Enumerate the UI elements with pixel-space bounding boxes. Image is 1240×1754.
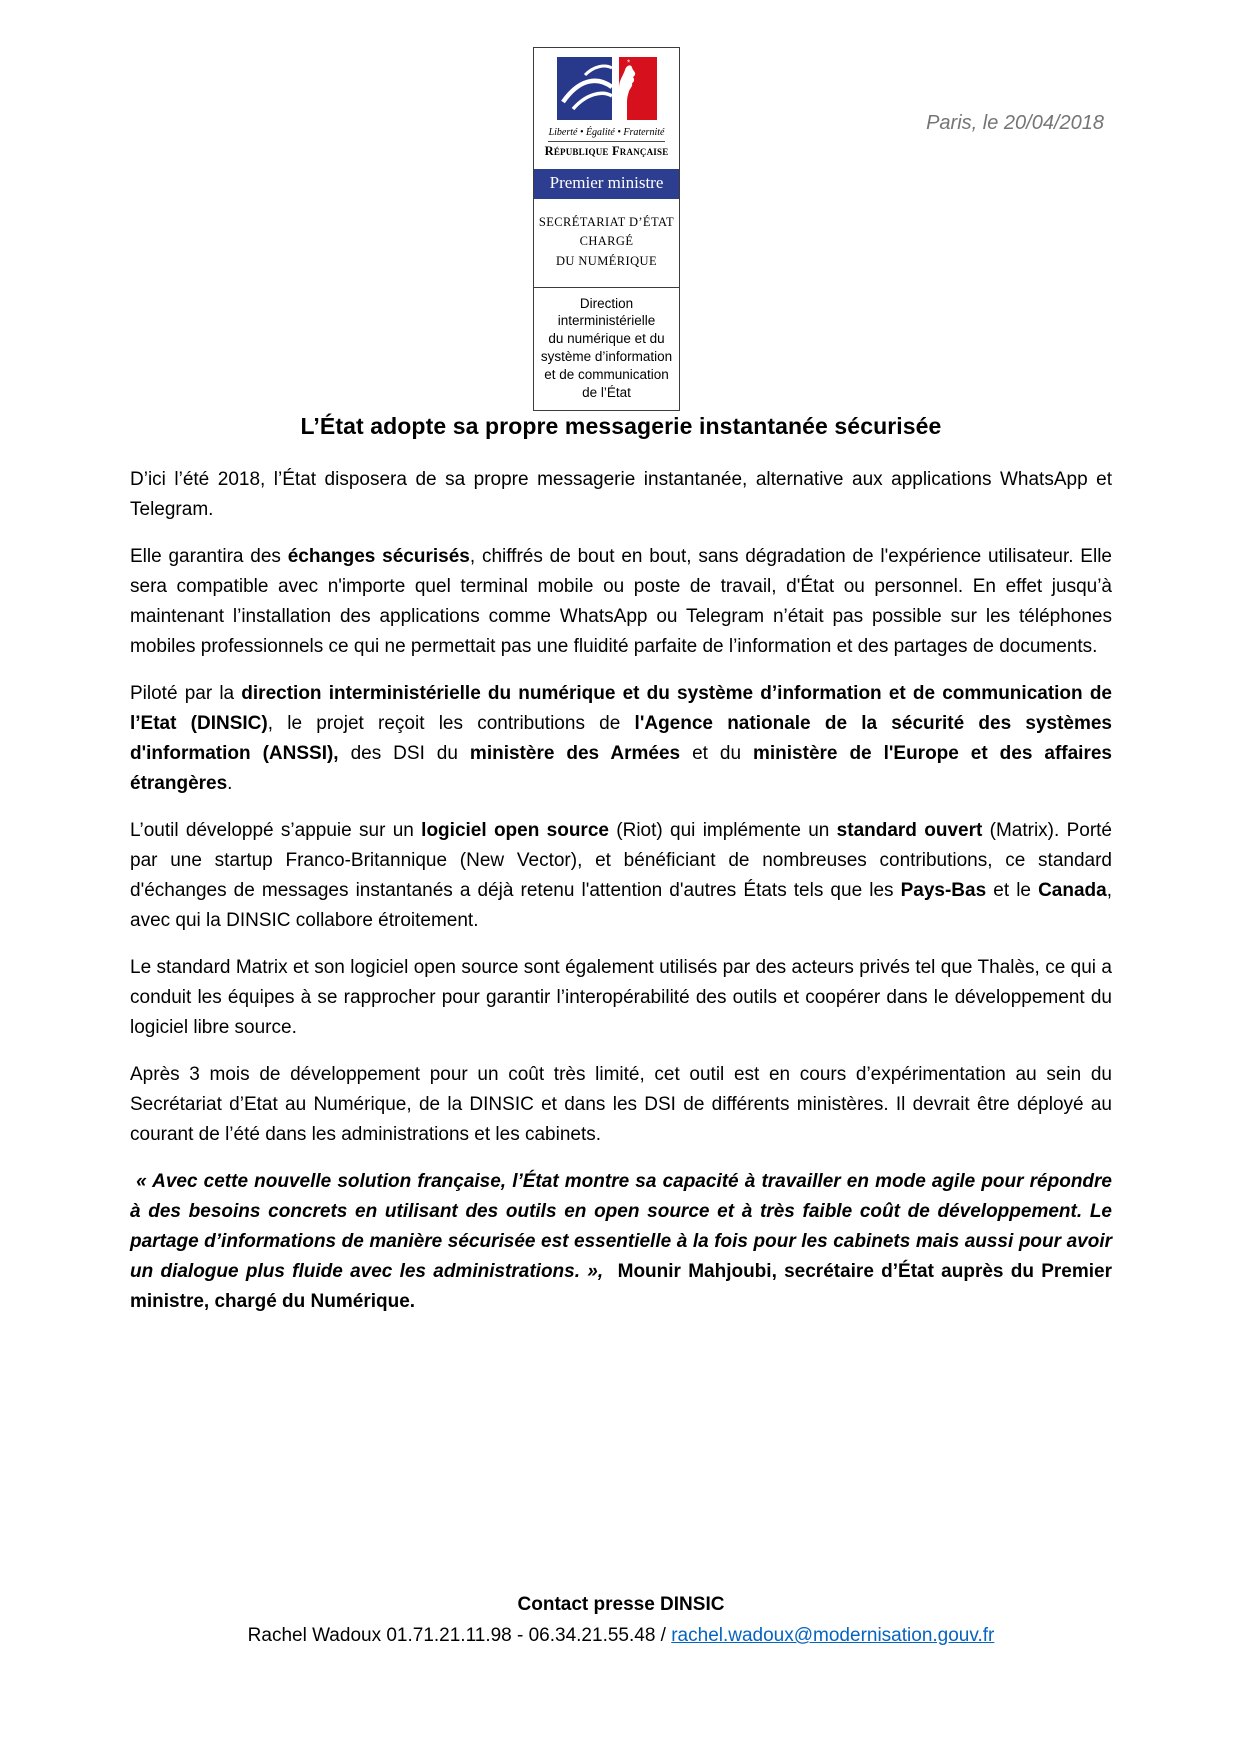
contact-title: Contact presse DINSIC bbox=[517, 1594, 725, 1615]
paragraph bbox=[130, 1060, 1112, 1150]
document-title: L’État adopte sa propre messagerie instantanée sécurisée bbox=[300, 413, 942, 440]
text-run: Pays-Bas bbox=[900, 880, 987, 901]
paragraph bbox=[130, 465, 1112, 525]
republique-francaise-label: République Française bbox=[544, 144, 669, 158]
logo-text-line: Direction bbox=[579, 295, 634, 311]
text-run: Mounir Mahjoubi, secrétaire d’État auprès du Premier ministre, chargé du Numérique. bbox=[130, 1261, 1112, 1312]
text-run: , chiffrés de bout en bout, sans dégradation de l'expérience utilisateur. Elle sera compatible avec n'importe quel terminal mobile ou poste de travail, d'État ou personnel. En effet jusqu’à maintenant l’installation des applications comme WhatsApp ou Telegram n’était pas possible sur les téléphones mobiles professionnels ce qui ne permettait pas une fluidité parfaite de l’information et des partages de documents. bbox=[130, 546, 1112, 657]
text-run: D’ici l’été 2018, l’État disposera de sa propre messagerie instantanée, alternative aux applications WhatsApp et Telegram. bbox=[130, 469, 1112, 520]
logo-text-line: interministérielle bbox=[557, 313, 656, 329]
logo-text-line: système d’information bbox=[540, 349, 673, 365]
premier-ministre-banner: Premier ministre bbox=[534, 169, 679, 199]
text-run: l'Agence nationale de la sécurité des systèmes d'information (ANSSI), bbox=[130, 713, 1113, 764]
direction-label-box bbox=[533, 287, 680, 411]
text-run: Piloté par la bbox=[130, 683, 242, 704]
logo-box-top bbox=[533, 47, 680, 288]
paragraph bbox=[130, 679, 1112, 799]
text-run: et du bbox=[680, 743, 753, 764]
contact-phone-text: Rachel Wadoux 01.71.21.11.98 - 06.34.21.55.48 / bbox=[247, 1625, 672, 1646]
text-run: Le standard Matrix et son logiciel open source sont également utilisés par des acteurs privés tel que Thalès, ce qui a conduit les équipes à se rapprocher pour garantir l’interopérabilité des outils et coopérer dans le développement du logiciel libre source. bbox=[130, 957, 1112, 1038]
text-run: L’outil développé s’appuie sur un bbox=[130, 820, 422, 841]
text-run: direction interministérielle du numérique et du système d’information et de communication de l’Etat (DINSIC) bbox=[130, 683, 1112, 734]
text-run: ministère de l'Europe et des affaires étrangères bbox=[130, 743, 1112, 794]
date-line: Paris, le 20/04/2018 bbox=[926, 112, 1104, 134]
logo-text-line: de l’État bbox=[582, 384, 631, 400]
flag-star-mark: * bbox=[626, 58, 630, 68]
motto-row bbox=[534, 122, 679, 142]
motto-text: Liberté • Égalité • Fraternité bbox=[548, 127, 666, 142]
text-run: Canada bbox=[1038, 880, 1107, 901]
marianne-flag-logo bbox=[557, 57, 657, 120]
logo-text-line: et de communication bbox=[544, 366, 669, 382]
contact-line bbox=[130, 1625, 1112, 1647]
text-run: (Riot) qui implémente un bbox=[608, 820, 837, 841]
body-paragraphs bbox=[130, 465, 1112, 1334]
footer-contact-block bbox=[130, 1594, 1112, 1647]
logo-text-line: CHARGÉ bbox=[579, 234, 634, 249]
logo-text-line: SECRÉTARIAT D’ÉTAT bbox=[538, 215, 675, 229]
text-run: et le bbox=[986, 880, 1039, 901]
logo-text-line: du numérique et du bbox=[548, 331, 665, 347]
logo-text-line: DU NUMÉRIQUE bbox=[556, 253, 657, 268]
paragraph bbox=[130, 953, 1112, 1043]
government-logo-block bbox=[533, 47, 680, 411]
paragraph bbox=[130, 542, 1112, 662]
text-run: Après 3 mois de développement pour un coût très limité, cet outil est en cours d’expérimentation au sein du Secrétariat d’Etat au Numérique, de la DINSIC et dans les DSI de différents ministères. Il devrait être déployé au courant de l’été dans les administrations et les cabinets. bbox=[130, 1064, 1112, 1145]
text-run: Elle garantira des bbox=[130, 546, 288, 567]
text-run: échanges sécurisés bbox=[287, 546, 470, 567]
quote-paragraph bbox=[130, 1167, 1112, 1317]
text-run: standard ouvert bbox=[836, 820, 983, 841]
paragraph bbox=[130, 816, 1112, 936]
text-run: « Avec cette nouvelle solution française, l’État montre sa capacité à travailler en mode agile pour répondre à des besoins concrets en utilisant des outils en open source et à très faible coût de développement. Le partage d’informations de manière sécurisée est essentielle à la fois pour les cabinets mais aussi pour avoir un dialogue plus fluide avec les administrations. », bbox=[130, 1171, 1112, 1282]
text-run: , avec qui la DINSIC collabore étroitement. bbox=[130, 880, 1112, 931]
text-run: des DSI du bbox=[338, 743, 470, 764]
secretariat-label bbox=[534, 199, 679, 287]
text-run: . bbox=[227, 773, 233, 794]
marianne-flag-icon bbox=[557, 57, 657, 120]
text-run: logiciel open source bbox=[421, 820, 609, 841]
text-run: ministère des Armées bbox=[469, 743, 681, 764]
text-run: (Matrix). Porté par une startup Franco-Britannique (New Vector), et bénéficiant de nombreuses contributions, ce standard d'échanges de messages instantanés a déjà retenu l'attention d'autres États tels que les bbox=[130, 820, 1112, 901]
email-link[interactable]: rachel.wadoux@modernisation.gouv.fr bbox=[671, 1625, 995, 1646]
text-run: , le projet reçoit les contributions de bbox=[267, 713, 635, 734]
